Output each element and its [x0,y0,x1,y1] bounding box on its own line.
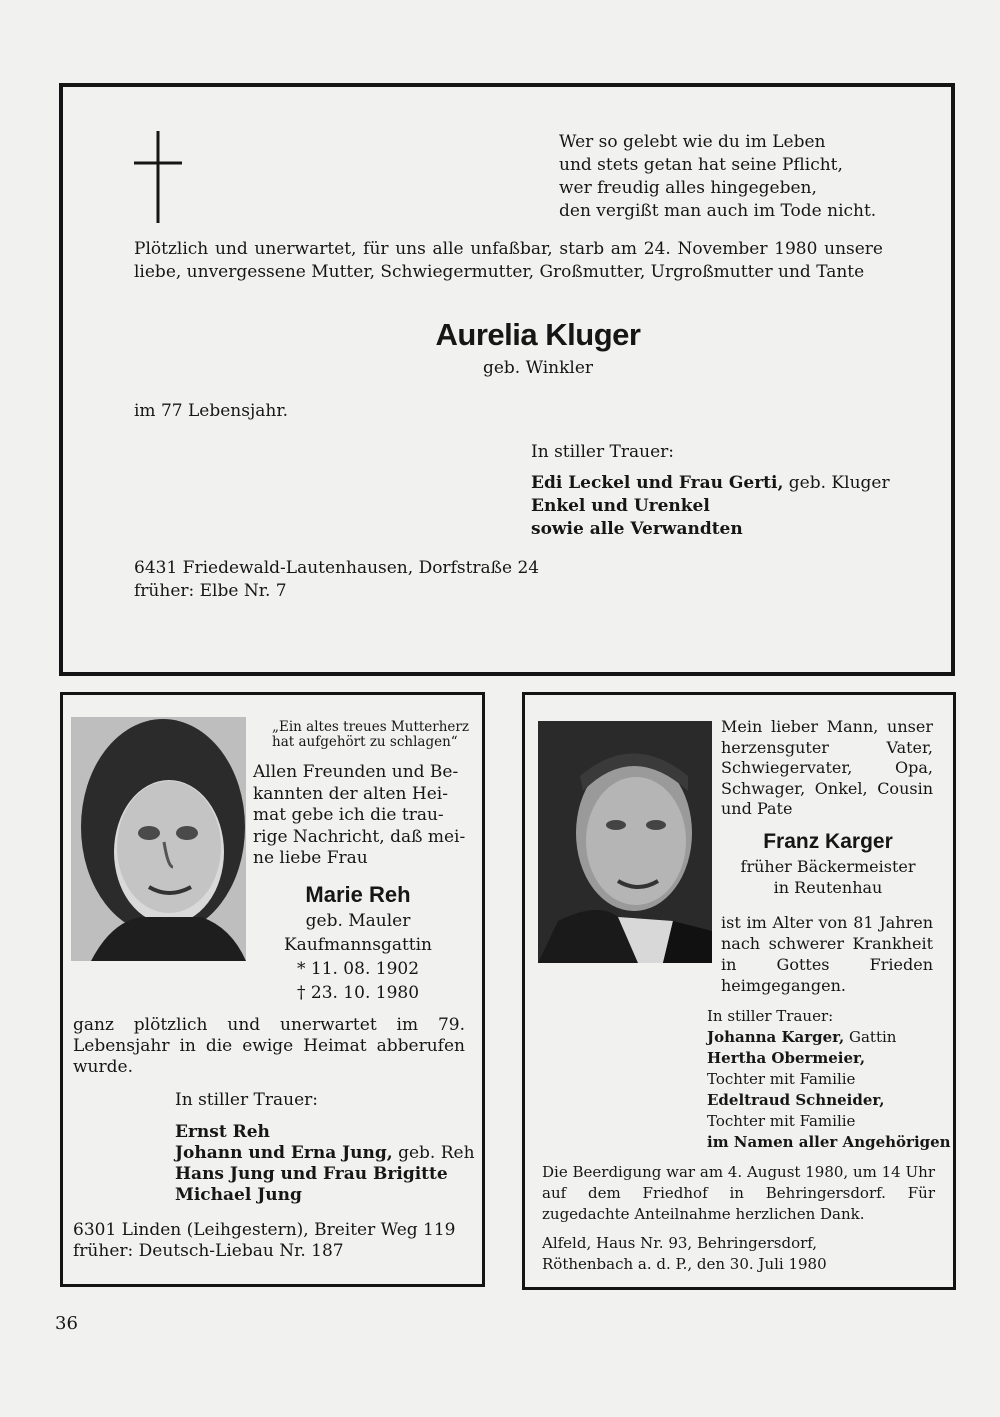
poem-line: Wer so gelebt wie du im Leben [559,132,826,152]
left-text: ganz plötzlich und unerwartet im 79. Lebensjahr in die ewige Heimat abberufen wurde. [73,1015,465,1077]
page-number: 36 [55,1313,78,1334]
maiden-name: geb. Mauler [305,911,411,931]
notice-marie-reh [60,692,485,1287]
mourner-line: Hans Jung und Frau Brigitte [175,1164,448,1184]
occupation-block [721,857,935,898]
death-date: † 23. 10. 1980 [296,983,420,1003]
mourners-block [531,441,911,541]
deceased-name: Aurelia Kluger [435,317,641,352]
poem-line: den vergißt man auch im Tode nicht. [559,201,877,221]
portrait-photo [71,717,246,961]
portrait-image [538,721,712,963]
intro-line: rige Nachricht, daß mei- [253,826,466,847]
occupation: früher Bäckermeister [740,857,916,876]
quote-line: hat aufgehört zu schlagen“ [272,734,458,750]
dates-block [258,909,458,1005]
place-line: Alfeld, Haus Nr. 93, Behringersdorf, [542,1234,818,1252]
mourner-name: Johanna Karger, [707,1028,845,1046]
mourner-line [175,1143,475,1164]
occupation-place: in Reutenhau [773,877,883,897]
poem [559,131,899,223]
portrait-photo [538,721,712,963]
mourning-label: In stiller Trauer: [707,1007,834,1025]
notice-aurelia-kluger [59,83,955,676]
mourner-line: im Namen aller Angehörigen [707,1133,951,1151]
mourner-relation: Gattin [844,1028,897,1046]
intro-line: mat gebe ich die trau- [253,805,444,825]
poem-line: und stets getan hat seine Pflicht, [559,155,843,175]
mourner-name: Edi Leckel und Frau Gerti, [531,473,784,493]
mourner-line: Enkel und Urenkel [531,496,710,516]
intro-line: Allen Freunden und Be- [253,762,459,782]
mourner-name: Edeltraud Schneider, [707,1091,885,1109]
address [134,557,539,603]
deceased-name: Marie Reh [305,882,411,907]
intro-line: kannten der alten Hei- [253,783,448,804]
address-line: 6301 Linden (Leihgestern), Breiter Weg 119 [73,1220,456,1240]
mourner-maiden: geb. Reh [392,1143,475,1163]
right-text: ist im Alter von 81 Jahren nach schwerer Krankheit in Gottes Frieden heimgegangen. [721,913,933,995]
right-intro: Mein lieber Mann, unser herzensguter Vater, Schwiegervater, Opa, Schwager, Onkel, Cousin und Pate [721,717,933,818]
mourning-label: In stiller Trauer: [531,442,674,462]
quote [272,720,469,750]
address-line: 6431 Friedewald-Lautenhausen, Dorfstraße 24 [134,558,540,578]
mourner-name: Johann und Erna Jung, [175,1143,393,1163]
mourning-label: In stiller Trauer: [175,1090,318,1110]
mourner-line: Ernst Reh [175,1122,270,1142]
mourner-relation: Tochter mit Familie [707,1112,856,1130]
mourner-name: Hertha Obermeier, [707,1049,866,1067]
mourner-line: sowie alle Verwandten [531,519,743,539]
mourner-line [707,1027,937,1048]
mourner-relation: Tochter mit Familie [707,1070,856,1088]
address [73,1220,456,1262]
notice-franz-karger [522,692,956,1290]
birth-date: * 11. 08. 1902 [296,959,420,979]
place-line: Röthenbach a. d. P., den 30. Juli 1980 [542,1255,827,1273]
place-date [542,1233,827,1275]
poem-line: wer freudig alles hingegeben, [559,178,817,198]
address-line: früher: Elbe Nr. 7 [134,581,287,601]
quote-line: „Ein altes treues Mutterherz [272,719,469,735]
deceased-name: Franz Karger [763,830,893,853]
mourners-block [707,1006,951,1153]
death-intro: Plötzlich und unerwartet, für uns alle unfaßbar, starb am 24. November 1980 unsere liebe, unvergessene Mutter, Schwiegermutter, Großmutter, Urgroßmutter und Tante [134,239,883,282]
intro-line: ne liebe Frau [253,848,368,868]
occupation: Kaufmannsgattin [283,935,433,955]
funeral-text: Die Beerdigung war am 4. August 1980, um 14 Uhr auf dem Friedhof in Behringersdorf. Für zugedachte Anteilnahme herzlichen Dank. [542,1163,935,1223]
portrait-image [71,717,246,961]
mourner-line [531,472,911,495]
maiden-name: geb. Winkler [482,358,594,378]
address-line: früher: Deutsch-Liebau Nr. 187 [73,1241,344,1261]
mourner-maiden: geb. Kluger [783,473,890,493]
left-intro [253,762,465,870]
mourner-line: Michael Jung [175,1185,302,1205]
mourners-block [175,1090,475,1206]
cross-icon [133,131,183,223]
age-text: im 77 Lebensjahr. [134,401,288,421]
